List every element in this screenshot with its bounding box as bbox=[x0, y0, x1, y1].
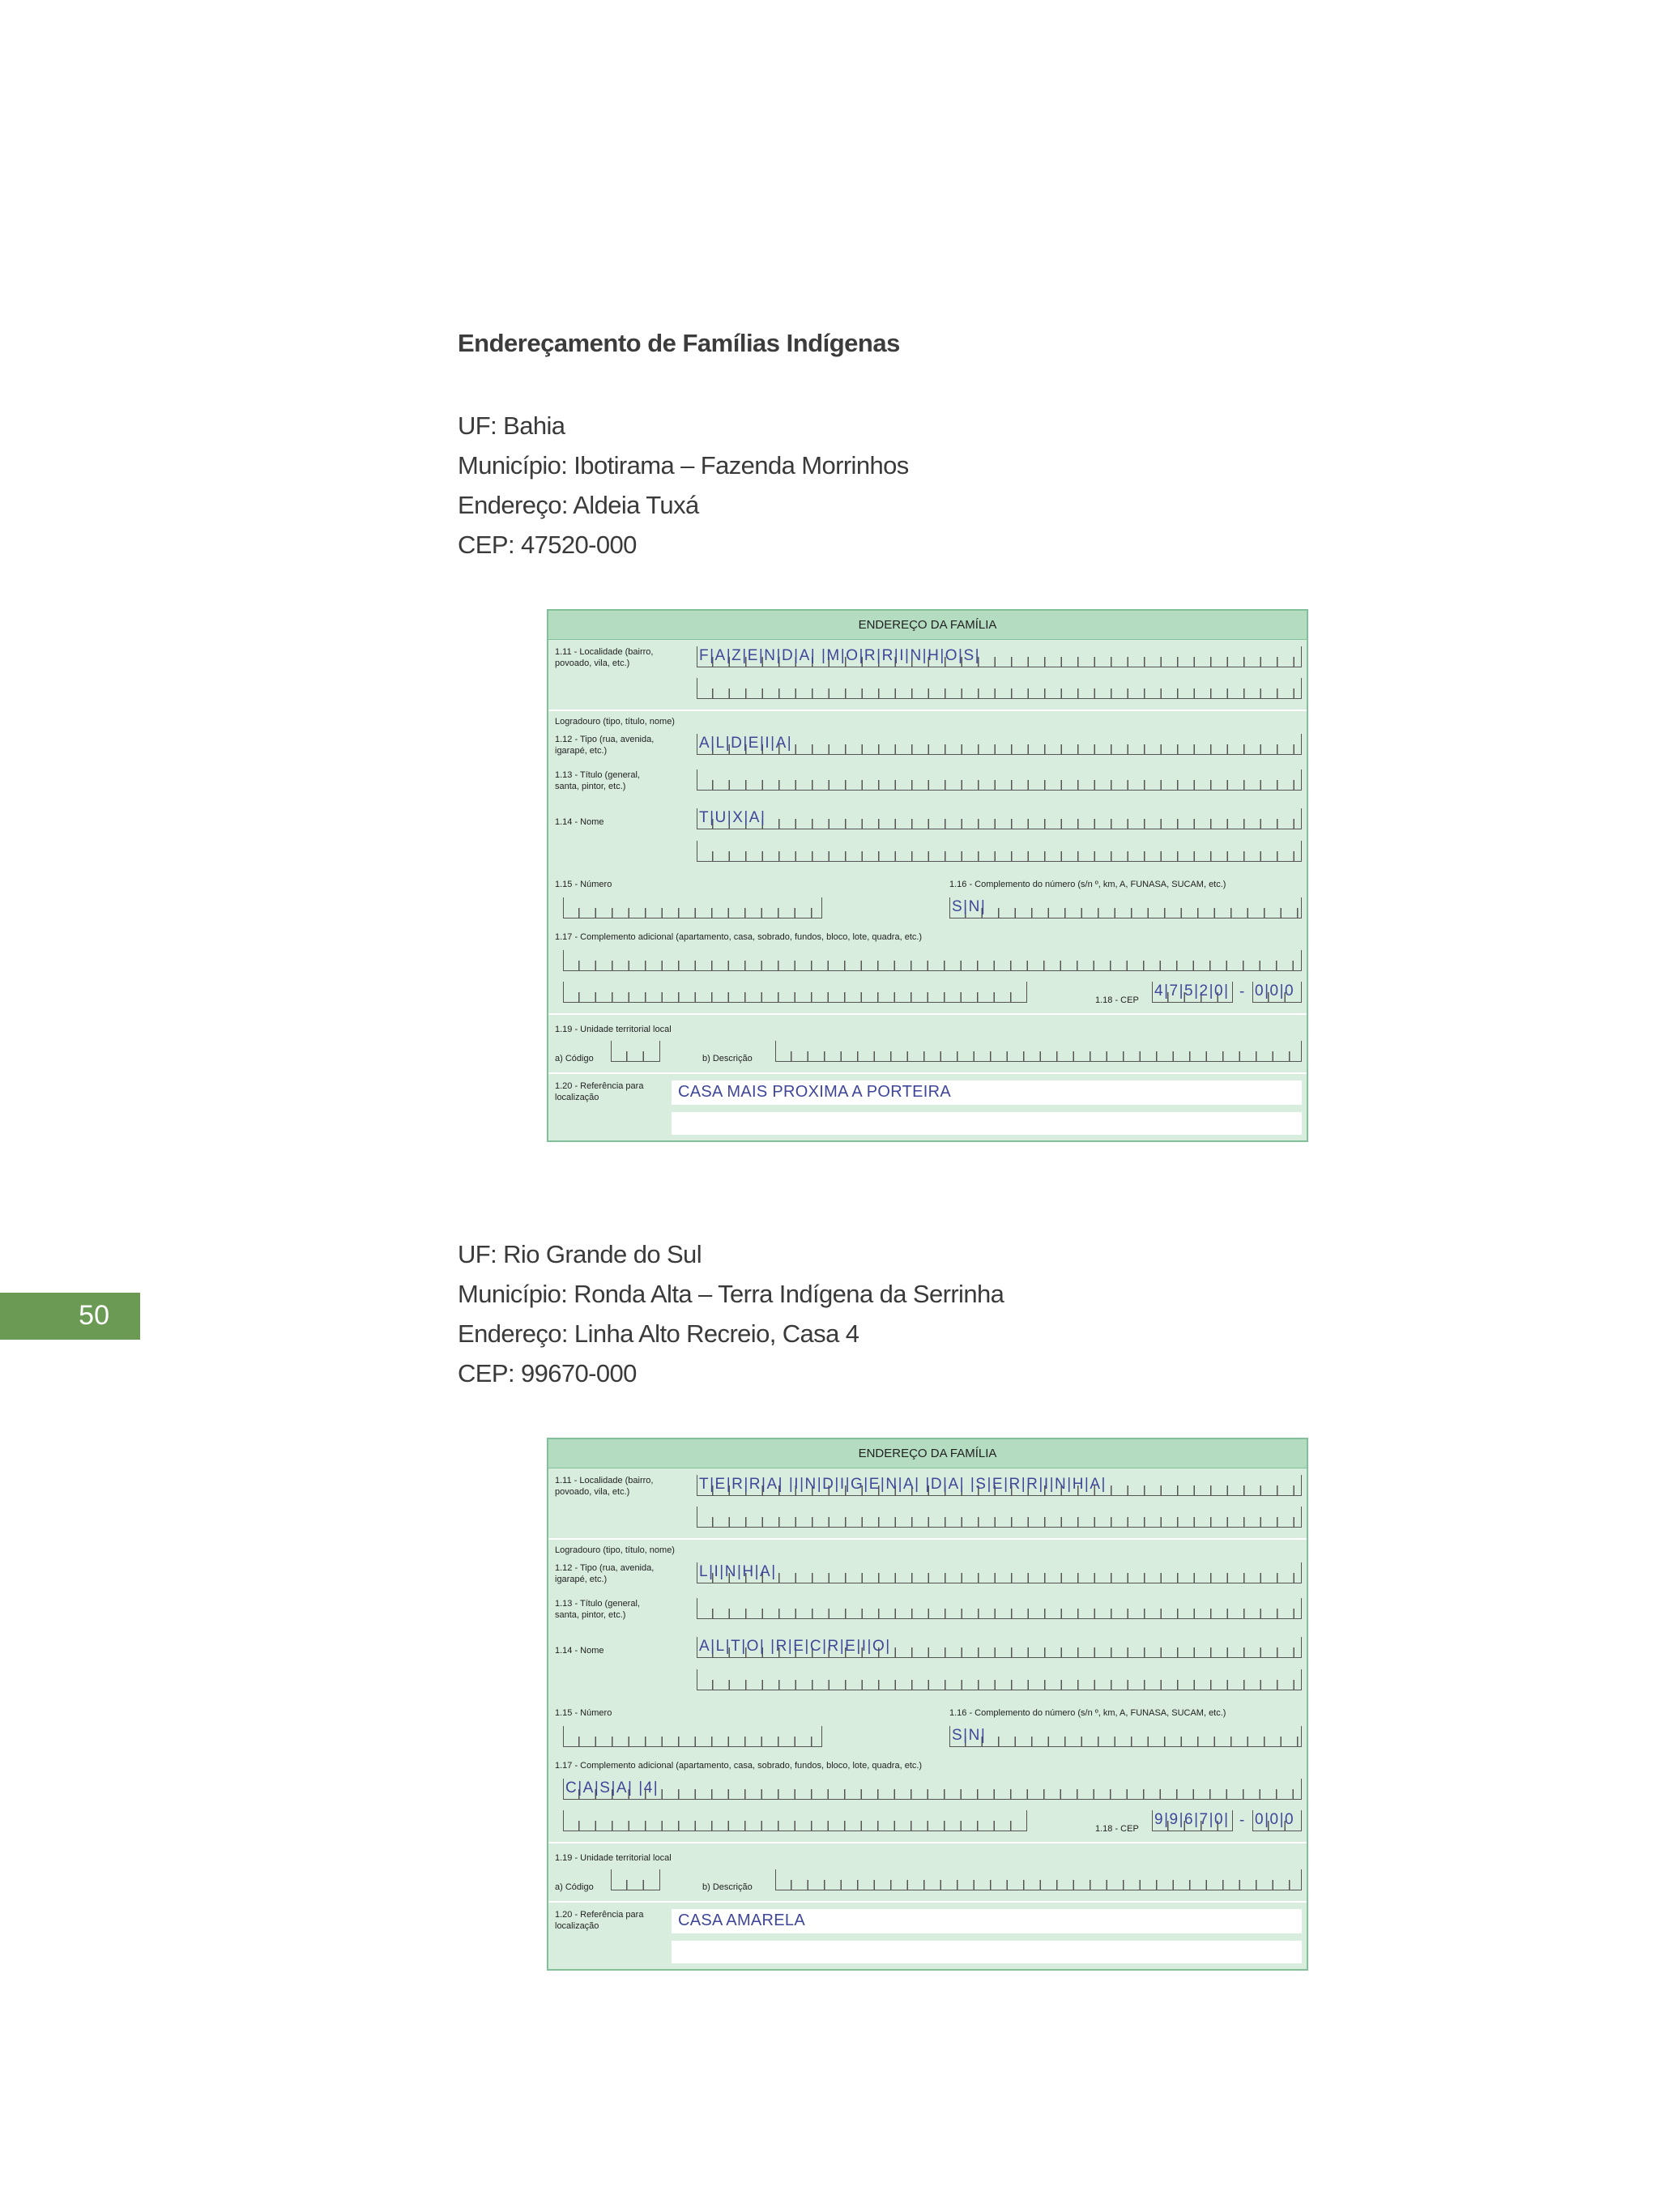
titulo-field[interactable] bbox=[697, 1598, 1302, 1619]
codigo-field[interactable] bbox=[611, 1869, 660, 1890]
nome-label: 1.14 - Nome bbox=[555, 817, 604, 827]
uf-text: UF: Bahia bbox=[458, 411, 565, 440]
localidade-field-line2[interactable] bbox=[697, 678, 1302, 699]
complemento-numero-field[interactable]: S|N| bbox=[949, 1726, 1302, 1747]
referencia-field[interactable]: CASA MAIS PROXIMA A PORTEIRA bbox=[672, 1080, 1302, 1105]
cep-text: CEP: 99670-000 bbox=[458, 1359, 637, 1387]
page-number: 50 bbox=[79, 1300, 109, 1331]
form-title: ENDEREÇO DA FAMÍLIA bbox=[548, 611, 1307, 640]
descricao-label: b) Descrição bbox=[702, 1882, 753, 1892]
cep-label: 1.18 - CEP bbox=[1095, 995, 1139, 1005]
localidade-field[interactable]: F|A|Z|E|N|D|A| |M|O|R|R|I|N|H|O|S| bbox=[697, 646, 1302, 667]
tipo-label: 1.12 - Tipo (rua, avenida, igarapé, etc.) bbox=[555, 735, 655, 756]
cep-text: CEP: 47520-000 bbox=[458, 531, 637, 559]
cep-prefix-field[interactable]: 9|9|6|7|0| bbox=[1152, 1810, 1233, 1831]
referencia-field-line2[interactable] bbox=[672, 1112, 1302, 1135]
municipio-text: Município: Ronda Alta – Terra Indígena da Serrinha bbox=[458, 1280, 1004, 1308]
address-block-1 bbox=[458, 406, 909, 565]
titulo-field[interactable] bbox=[697, 769, 1302, 791]
nome-label: 1.14 - Nome bbox=[555, 1646, 604, 1656]
complemento-numero-field[interactable]: S|N| bbox=[949, 897, 1302, 918]
complemento-adicional-field[interactable]: C|A|S|A| |4| bbox=[563, 1779, 1302, 1800]
cep-label: 1.18 - CEP bbox=[1095, 1824, 1139, 1834]
localidade-field-line2[interactable] bbox=[697, 1507, 1302, 1528]
nome-field-line2[interactable] bbox=[697, 841, 1302, 862]
referencia-field[interactable]: CASA AMARELA bbox=[672, 1909, 1302, 1933]
cep-suffix-field[interactable]: 0|0|0 bbox=[1252, 1810, 1302, 1831]
endereco-text: Endereço: Linha Alto Recreio, Casa 4 bbox=[458, 1319, 859, 1348]
address-block-2 bbox=[458, 1234, 1004, 1393]
localidade-field[interactable]: T|E|R|R|A| |I|N|D|I|G|E|N|A| |D|A| |S|E|R|R|I|N|H|A| bbox=[697, 1475, 1302, 1496]
unidade-label: 1.19 - Unidade territorial local bbox=[555, 1853, 672, 1863]
nome-field-line2[interactable] bbox=[697, 1669, 1302, 1690]
page-number-tab bbox=[0, 1293, 140, 1340]
nome-field[interactable]: A|L|T|O| |R|E|C|R|E|I|O| bbox=[697, 1637, 1302, 1658]
codigo-field[interactable] bbox=[611, 1041, 660, 1062]
referencia-field-line2[interactable] bbox=[672, 1941, 1302, 1963]
complemento-adicional-field-line2[interactable] bbox=[563, 1810, 1027, 1831]
cep-dash: - bbox=[1239, 1812, 1245, 1829]
referencia-label: 1.20 - Referência para localização bbox=[555, 1081, 644, 1102]
logradouro-label: Logradouro (tipo, título, nome) bbox=[555, 717, 675, 727]
endereco-text: Endereço: Aldeia Tuxá bbox=[458, 491, 699, 519]
cep-suffix-field[interactable]: 0|0|0 bbox=[1252, 982, 1302, 1003]
complemento-numero-label: 1.16 - Complemento do número (s/n º, km, A, FUNASA, SUCAM, etc.) bbox=[949, 1708, 1226, 1718]
descricao-label: b) Descrição bbox=[702, 1054, 753, 1063]
localidade-label: 1.11 - Localidade (bairro, povoado, vila, etc.) bbox=[555, 1476, 654, 1497]
nome-field[interactable]: T|U|X|A| bbox=[697, 808, 1302, 829]
numero-label: 1.15 - Número bbox=[555, 880, 612, 889]
unidade-label: 1.19 - Unidade territorial local bbox=[555, 1025, 672, 1034]
descricao-field[interactable] bbox=[775, 1869, 1302, 1890]
complemento-numero-label: 1.16 - Complemento do número (s/n º, km, A, FUNASA, SUCAM, etc.) bbox=[949, 880, 1226, 889]
family-address-form-1 bbox=[547, 609, 1308, 1142]
municipio-text: Município: Ibotirama – Fazenda Morrinhos bbox=[458, 451, 909, 479]
uf-text: UF: Rio Grande do Sul bbox=[458, 1240, 702, 1268]
complemento-adicional-label: 1.17 - Complemento adicional (apartamento, casa, sobrado, fundos, bloco, lote, quadra, etc.) bbox=[555, 1761, 923, 1771]
tipo-field[interactable]: L|I|N|H|A| bbox=[697, 1562, 1302, 1583]
tipo-label: 1.12 - Tipo (rua, avenida, igarapé, etc.) bbox=[555, 1563, 655, 1584]
logradouro-label: Logradouro (tipo, título, nome) bbox=[555, 1545, 675, 1555]
family-address-form-2 bbox=[547, 1438, 1308, 1971]
complemento-adicional-field[interactable] bbox=[563, 950, 1302, 971]
form-title: ENDEREÇO DA FAMÍLIA bbox=[548, 1439, 1307, 1468]
localidade-label: 1.11 - Localidade (bairro, povoado, vila, etc.) bbox=[555, 647, 654, 668]
tipo-field[interactable]: A|L|D|E|I|A| bbox=[697, 734, 1302, 755]
referencia-label: 1.20 - Referência para localização bbox=[555, 1910, 644, 1931]
cep-dash: - bbox=[1239, 983, 1245, 1000]
numero-field[interactable] bbox=[563, 897, 822, 918]
codigo-label: a) Código bbox=[555, 1054, 594, 1063]
cep-prefix-field[interactable]: 4|7|5|2|0| bbox=[1152, 982, 1233, 1003]
descricao-field[interactable] bbox=[775, 1041, 1302, 1062]
complemento-adicional-label: 1.17 - Complemento adicional (apartamento, casa, sobrado, fundos, bloco, lote, quadra, etc.) bbox=[555, 932, 923, 942]
titulo-label: 1.13 - Título (general, santa, pintor, etc.) bbox=[555, 770, 640, 791]
numero-label: 1.15 - Número bbox=[555, 1708, 612, 1718]
codigo-label: a) Código bbox=[555, 1882, 594, 1892]
titulo-label: 1.13 - Título (general, santa, pintor, etc.) bbox=[555, 1599, 640, 1620]
page-heading: Endereçamento de Famílias Indígenas bbox=[458, 329, 900, 357]
complemento-adicional-field-line2[interactable] bbox=[563, 982, 1027, 1003]
numero-field[interactable] bbox=[563, 1726, 822, 1747]
